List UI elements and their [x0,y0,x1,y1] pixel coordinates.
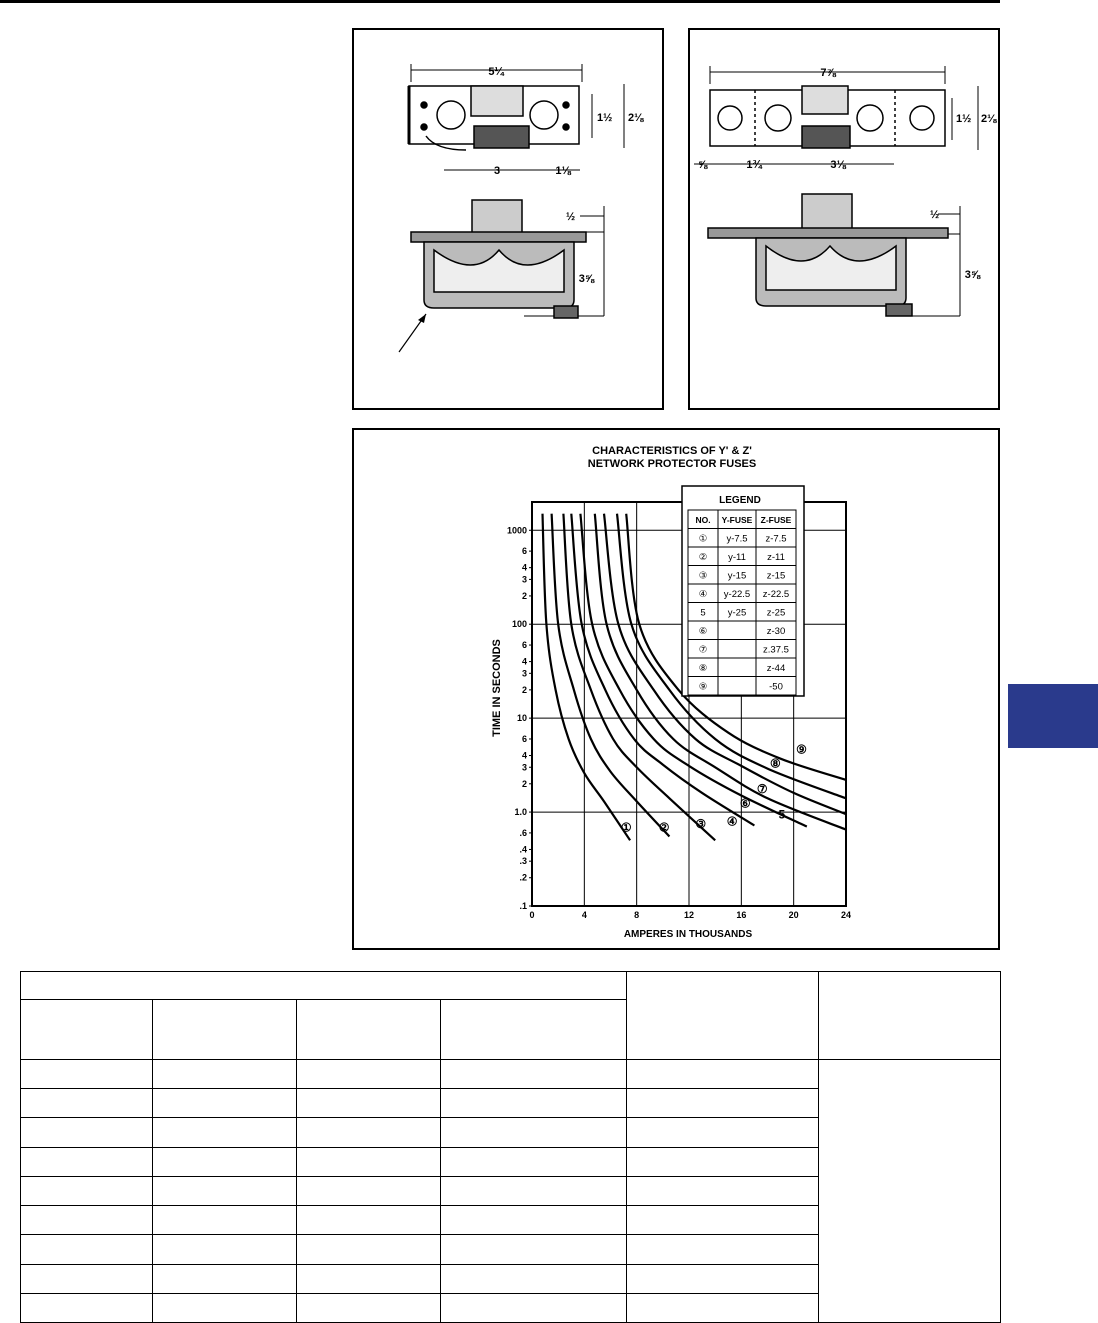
fuse-right-top-view [710,86,945,148]
curve-label-6: ⑥ [739,796,751,811]
legend-entry: ⑨ [698,681,708,693]
chart-legend [682,486,804,696]
table-cell [297,1089,441,1118]
dim-offset-1: ⅝ [698,159,708,171]
dim-outer-height: 2⅛ [628,112,644,124]
table-cell [441,1206,627,1235]
legend-entry: z-22.5 [762,589,790,600]
table-cell [21,1235,153,1264]
table-cell [297,1206,441,1235]
y-tick-label: .6 [519,827,527,838]
table-cell [297,1060,441,1089]
x-tick-label: 8 [634,910,640,920]
table-cell [627,1089,819,1118]
y-tick-label: 10 [516,713,527,724]
table-cell [441,1176,627,1205]
table-cell [297,1235,441,1264]
table-cell [627,1235,819,1264]
legend-entry: ① [698,533,708,545]
table-cell [153,1293,297,1322]
curve-label-5: 5 [778,807,786,822]
legend-header: Z-FUSE [760,515,792,525]
dim-total-height: 3⅝ [964,269,980,281]
table-cell [627,1264,819,1293]
y-tick-label: 6 [521,733,527,744]
curve-label-4: ④ [726,814,738,829]
fuse-characteristics-chart [352,428,1000,950]
table-cell [153,1264,297,1293]
curve-label-2: ② [658,820,670,835]
y-tick-label: .4 [519,844,527,855]
table-header-cell [297,1000,441,1060]
fuse-drawing-right [688,28,1000,410]
fuse-left-svg [354,30,662,408]
x-tick-label: 12 [683,910,695,920]
legend-entry: z-30 [766,626,786,637]
table-header-cell [21,1000,153,1060]
chart-y-axis-label: TIME IN SECONDS [491,639,503,737]
dim-cap-height: ½ [566,211,576,223]
table-cell [153,1089,297,1118]
y-tick-label: .3 [519,856,527,867]
table-header-cell [819,972,1001,1060]
table-cell [153,1147,297,1176]
table-cell [627,1293,819,1322]
section-tab [1008,684,1098,748]
table-cell [441,1147,627,1176]
dim-outer-height: 2⅛ [981,113,997,125]
dim-end-offset: 1⅛ [555,165,571,177]
dim-cap-height: ½ [930,209,940,221]
curve-label-9: ⑨ [796,742,807,757]
legend-entry: ④ [698,589,708,600]
table-cell [441,1235,627,1264]
table-cell [297,1147,441,1176]
legend-header: NO. [695,515,711,525]
y-tick-label: 3 [521,574,527,585]
legend-title: LEGEND [719,495,761,506]
table-cell [21,1118,153,1147]
table-cell [21,1293,153,1322]
chart-x-axis-label: AMPERES IN THOUSANDS [623,929,753,940]
x-tick-label: 24 [840,910,852,920]
dim-width: 7⅞ [820,67,836,79]
table-cell [441,1060,627,1089]
dim-offset-2: 1¾ [746,159,762,171]
legend-entry: z-44 [766,663,786,674]
table-cell [627,1147,819,1176]
y-tick-label: 1.0 [514,807,527,818]
dim-inner-height: 1½ [956,113,972,125]
curve-label-7: ⑦ [756,781,768,796]
dim-width: 5¼ [488,66,504,78]
legend-entry: y-11 [728,552,746,563]
y-tick-label: 2 [521,778,527,789]
table-cell [627,1118,819,1147]
fuse-left-top-view [409,86,579,150]
legend-entry: ③ [698,570,708,582]
legend-header: Y-FUSE [721,515,753,525]
y-tick-label: 3 [521,668,527,679]
y-tick-label: 6 [521,546,527,557]
y-tick-label: 4 [521,750,527,761]
legend-entry: z-25 [766,607,786,619]
y-tick-label: .2 [519,872,527,883]
table-cell [21,1176,153,1205]
table-cell-merged [819,1060,1001,1323]
fuse-right-svg [690,30,998,408]
dim-inner-height: 1½ [597,112,613,124]
legend-entry: ⑧ [698,663,708,674]
y-tick-label: 3 [521,762,527,773]
x-tick-label: 4 [581,910,587,920]
table-header-cell [627,972,819,1060]
legend-entry: z-11 [767,552,785,563]
fuse-right-side-view [708,194,948,316]
legend-entry: ② [698,552,708,563]
table-cell [153,1235,297,1264]
table-cell [627,1176,819,1205]
legend-entry: y-15 [727,570,747,582]
y-tick-label: 2 [521,684,527,695]
legend-entry: z-7.5 [765,533,787,545]
chart-title-line2: NETWORK PROTECTOR FUSES [587,458,757,470]
chart-svg [354,430,998,948]
legend-entry: -50 [769,681,783,693]
table-cell [627,1206,819,1235]
legend-entry: y-7.5 [726,533,748,545]
table-cell [627,1060,819,1089]
curve-label-3: ③ [695,816,707,831]
table-cell [441,1118,627,1147]
dim-total-height: 3⅝ [578,273,594,285]
table-cell [441,1089,627,1118]
table-cell [297,1293,441,1322]
legend-entry: y-22.5 [723,589,751,600]
curve-label-1: ① [620,820,632,835]
dim-offset-3: 3⅛ [830,159,846,171]
table-header-cell [441,1000,627,1060]
table-cell [21,1147,153,1176]
curve-label-8: ⑧ [769,756,781,771]
y-tick-label: 2 [521,590,527,601]
table-cell [441,1264,627,1293]
table-cell [153,1060,297,1089]
table-header-row [21,972,1001,1000]
y-tick-label: 1000 [506,525,527,536]
table-cell [153,1206,297,1235]
y-tick-label: 6 [521,640,527,651]
legend-entry: ⑦ [698,644,708,656]
table-cell [297,1118,441,1147]
table-cell [297,1264,441,1293]
x-tick-label: 16 [736,910,747,920]
table-row [21,1060,1001,1089]
table-cell [153,1118,297,1147]
top-rule [0,0,1000,3]
legend-entry: z.37.5 [763,644,789,656]
dim-center-spacing: 3 [493,165,501,177]
fuse-left-side-view [411,200,586,318]
table-cell [153,1176,297,1205]
x-tick-label: 20 [788,910,799,920]
table-header-cell [153,1000,297,1060]
legend-entry: 5 [700,607,706,619]
pointer-arrowhead [418,314,426,323]
fuse-spec-table [20,971,1001,1323]
table-cell [21,1264,153,1293]
table-cell [21,1089,153,1118]
y-tick-label: .1 [519,901,527,911]
table-cell [21,1060,153,1089]
chart-title-line1: CHARACTERISTICS OF Y' & Z' [592,445,752,457]
legend-entry: y-25 [727,607,747,619]
table-header-cell [21,972,627,1000]
table-cell [297,1176,441,1205]
y-tick-label: 4 [521,562,527,573]
legend-entry: ⑥ [698,626,708,637]
y-tick-label: 100 [511,619,527,630]
legend-entry: z-15 [766,570,786,582]
table-cell [21,1206,153,1235]
table-cell [441,1293,627,1322]
fuse-drawing-left [352,28,664,410]
y-tick-label: 4 [521,656,527,667]
x-tick-label: 0 [529,910,535,920]
